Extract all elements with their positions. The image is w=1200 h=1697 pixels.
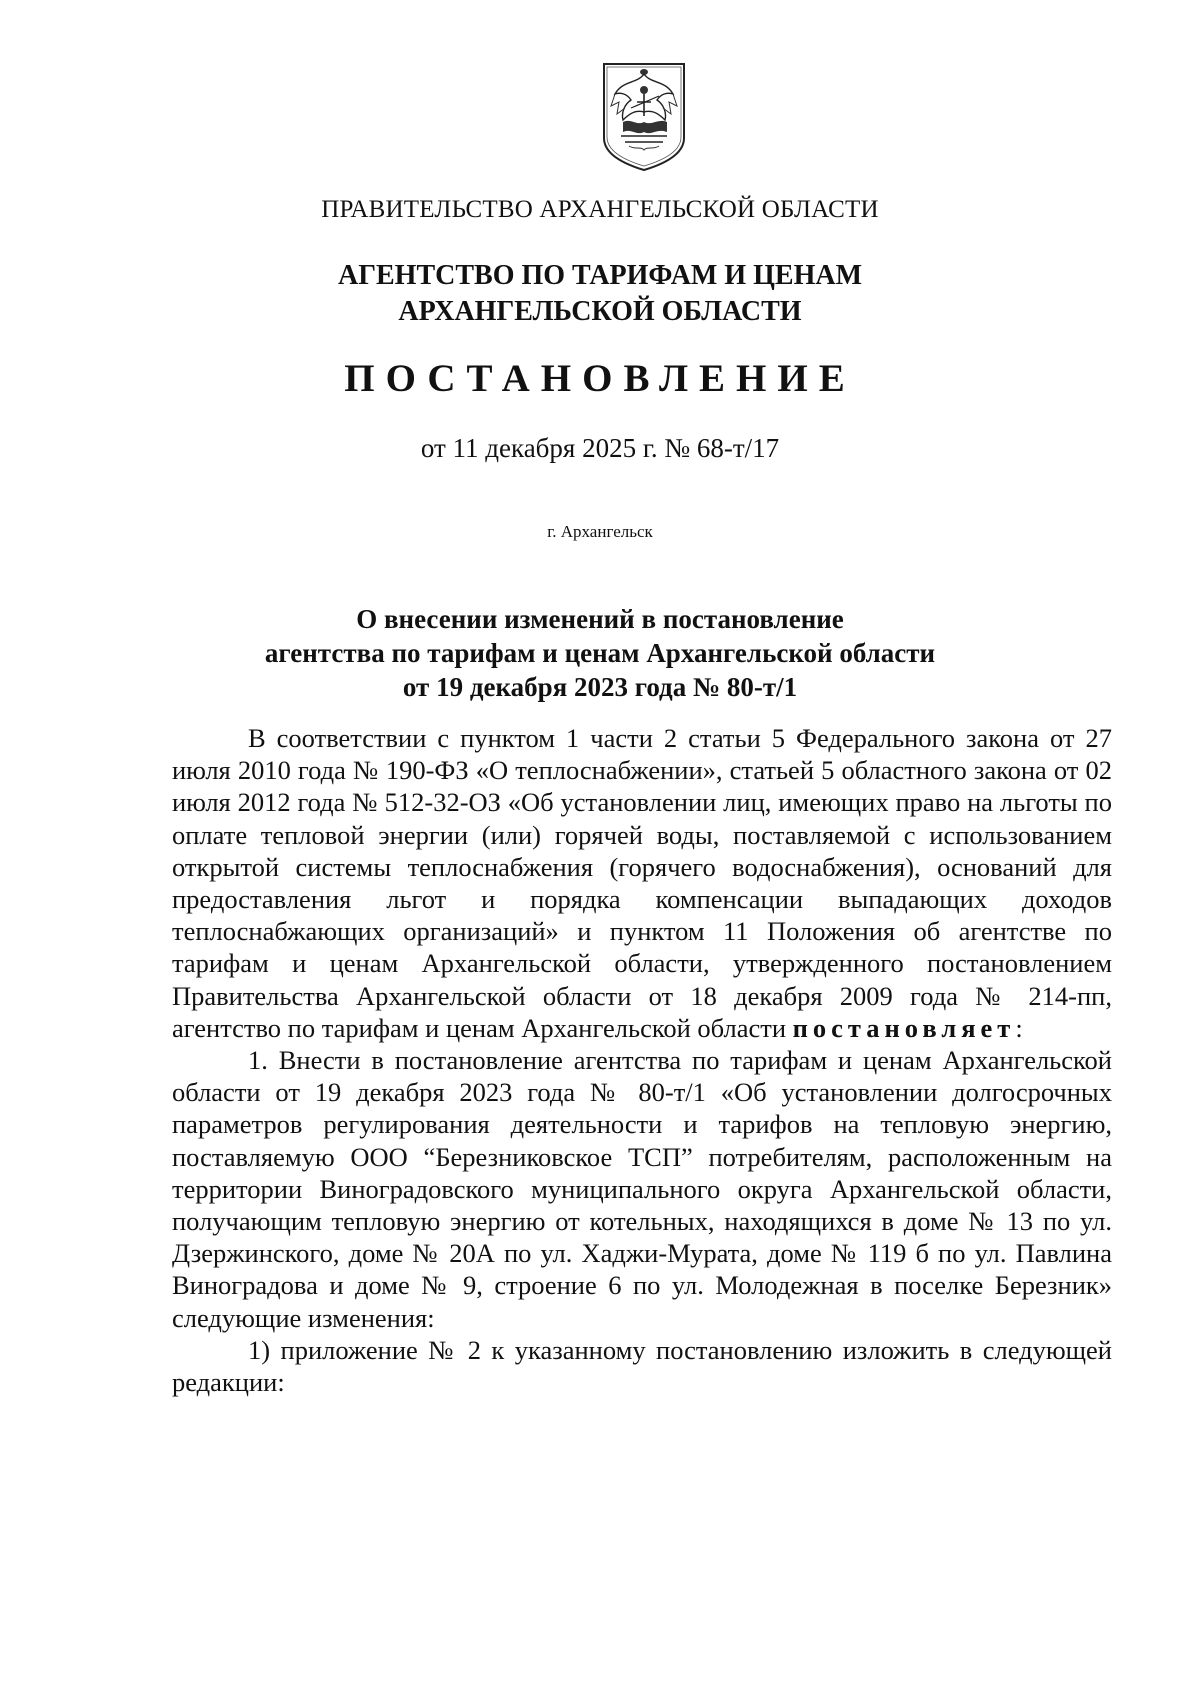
agency-name-line2: АРХАНГЕЛЬСКОЙ ОБЛАСТИ	[398, 296, 802, 327]
document-city: г. Архангельск	[547, 522, 653, 541]
agency-name	[0, 258, 1200, 330]
title-line1: О внесении изменений в постановление	[356, 604, 844, 634]
government-name: ПРАВИТЕЛЬСТВО АРХАНГЕЛЬСКОЙ ОБЛАСТИ	[321, 196, 879, 223]
title-line3: от 19 декабря 2023 года № 80-т/1	[402, 672, 798, 702]
preamble-text: В соответствии с пунктом 1 части 2 статьи 5 Федерального закона от 27 июля 2010 года № 190-ФЗ «О теплоснабжении», статьей 5 областного закона от 02 июля 2012 года № 512-32-ОЗ «Об установлении лиц, имеющих право на льготы по оплате тепловой энергии (или) горячей воды, поставляемой с использованием открытой системы теплоснабжения (горячего водоснабжения), оснований для предоставления льгот и порядка компенсации выпадающих доходов теплоснабжающих организаций» и пунктом 11 Положения об агентстве по тарифам и ценам Архангельской области, утвержденного постановлением Правительства Архангельской области от 18 декабря 2009 года № 214-пп, агентство по тарифам и ценам Архангельской области	[172, 723, 1112, 1043]
paragraph-item-1: 1. Внести в постановление агентства по тарифам и ценам Архангельской области от 19 декабря 2023 года № 80-т/1 «Об установлении долгосрочных параметров регулирования деятельности и тарифов на тепловую энергию, поставляемую ООО “Березниковское ТСП” потребителям, расположенным на территории Виноградовского муниципального округа Архангельской области, получающим тепловую энергию от котельных, находящихся в доме № 13 по ул. Дзержинского, доме № 20А по ул. Хаджи-Мурата, доме № 119 б по ул. Павлина Виноградова и доме № 9, строение 6 по ул. Молодежная в поселке Березник» следующие изменения:	[172, 1045, 1112, 1333]
paragraph-subitem-1: 1) приложение № 2 к указанному постановлению изложить в следующей редакции:	[172, 1334, 1112, 1398]
document-body	[172, 722, 1112, 1398]
resolves-keyword: постановляет	[792, 1012, 1016, 1043]
agency-name-line1: АГЕНТСТВО ПО ТАРИФАМ И ЦЕНАМ	[337, 260, 863, 291]
preamble-end: :	[1015, 1012, 1023, 1043]
title-line2: агентства по тарифам и ценам Архангельской области	[264, 638, 936, 668]
coat-of-arms-icon	[601, 60, 687, 172]
document-date-number: от 11 декабря 2025 г. № 68-т/17	[420, 433, 780, 463]
paragraph-preamble	[172, 722, 1112, 1044]
document-title	[0, 602, 1200, 704]
document-type: ПОСТАНОВЛЕНИЕ	[344, 357, 856, 400]
